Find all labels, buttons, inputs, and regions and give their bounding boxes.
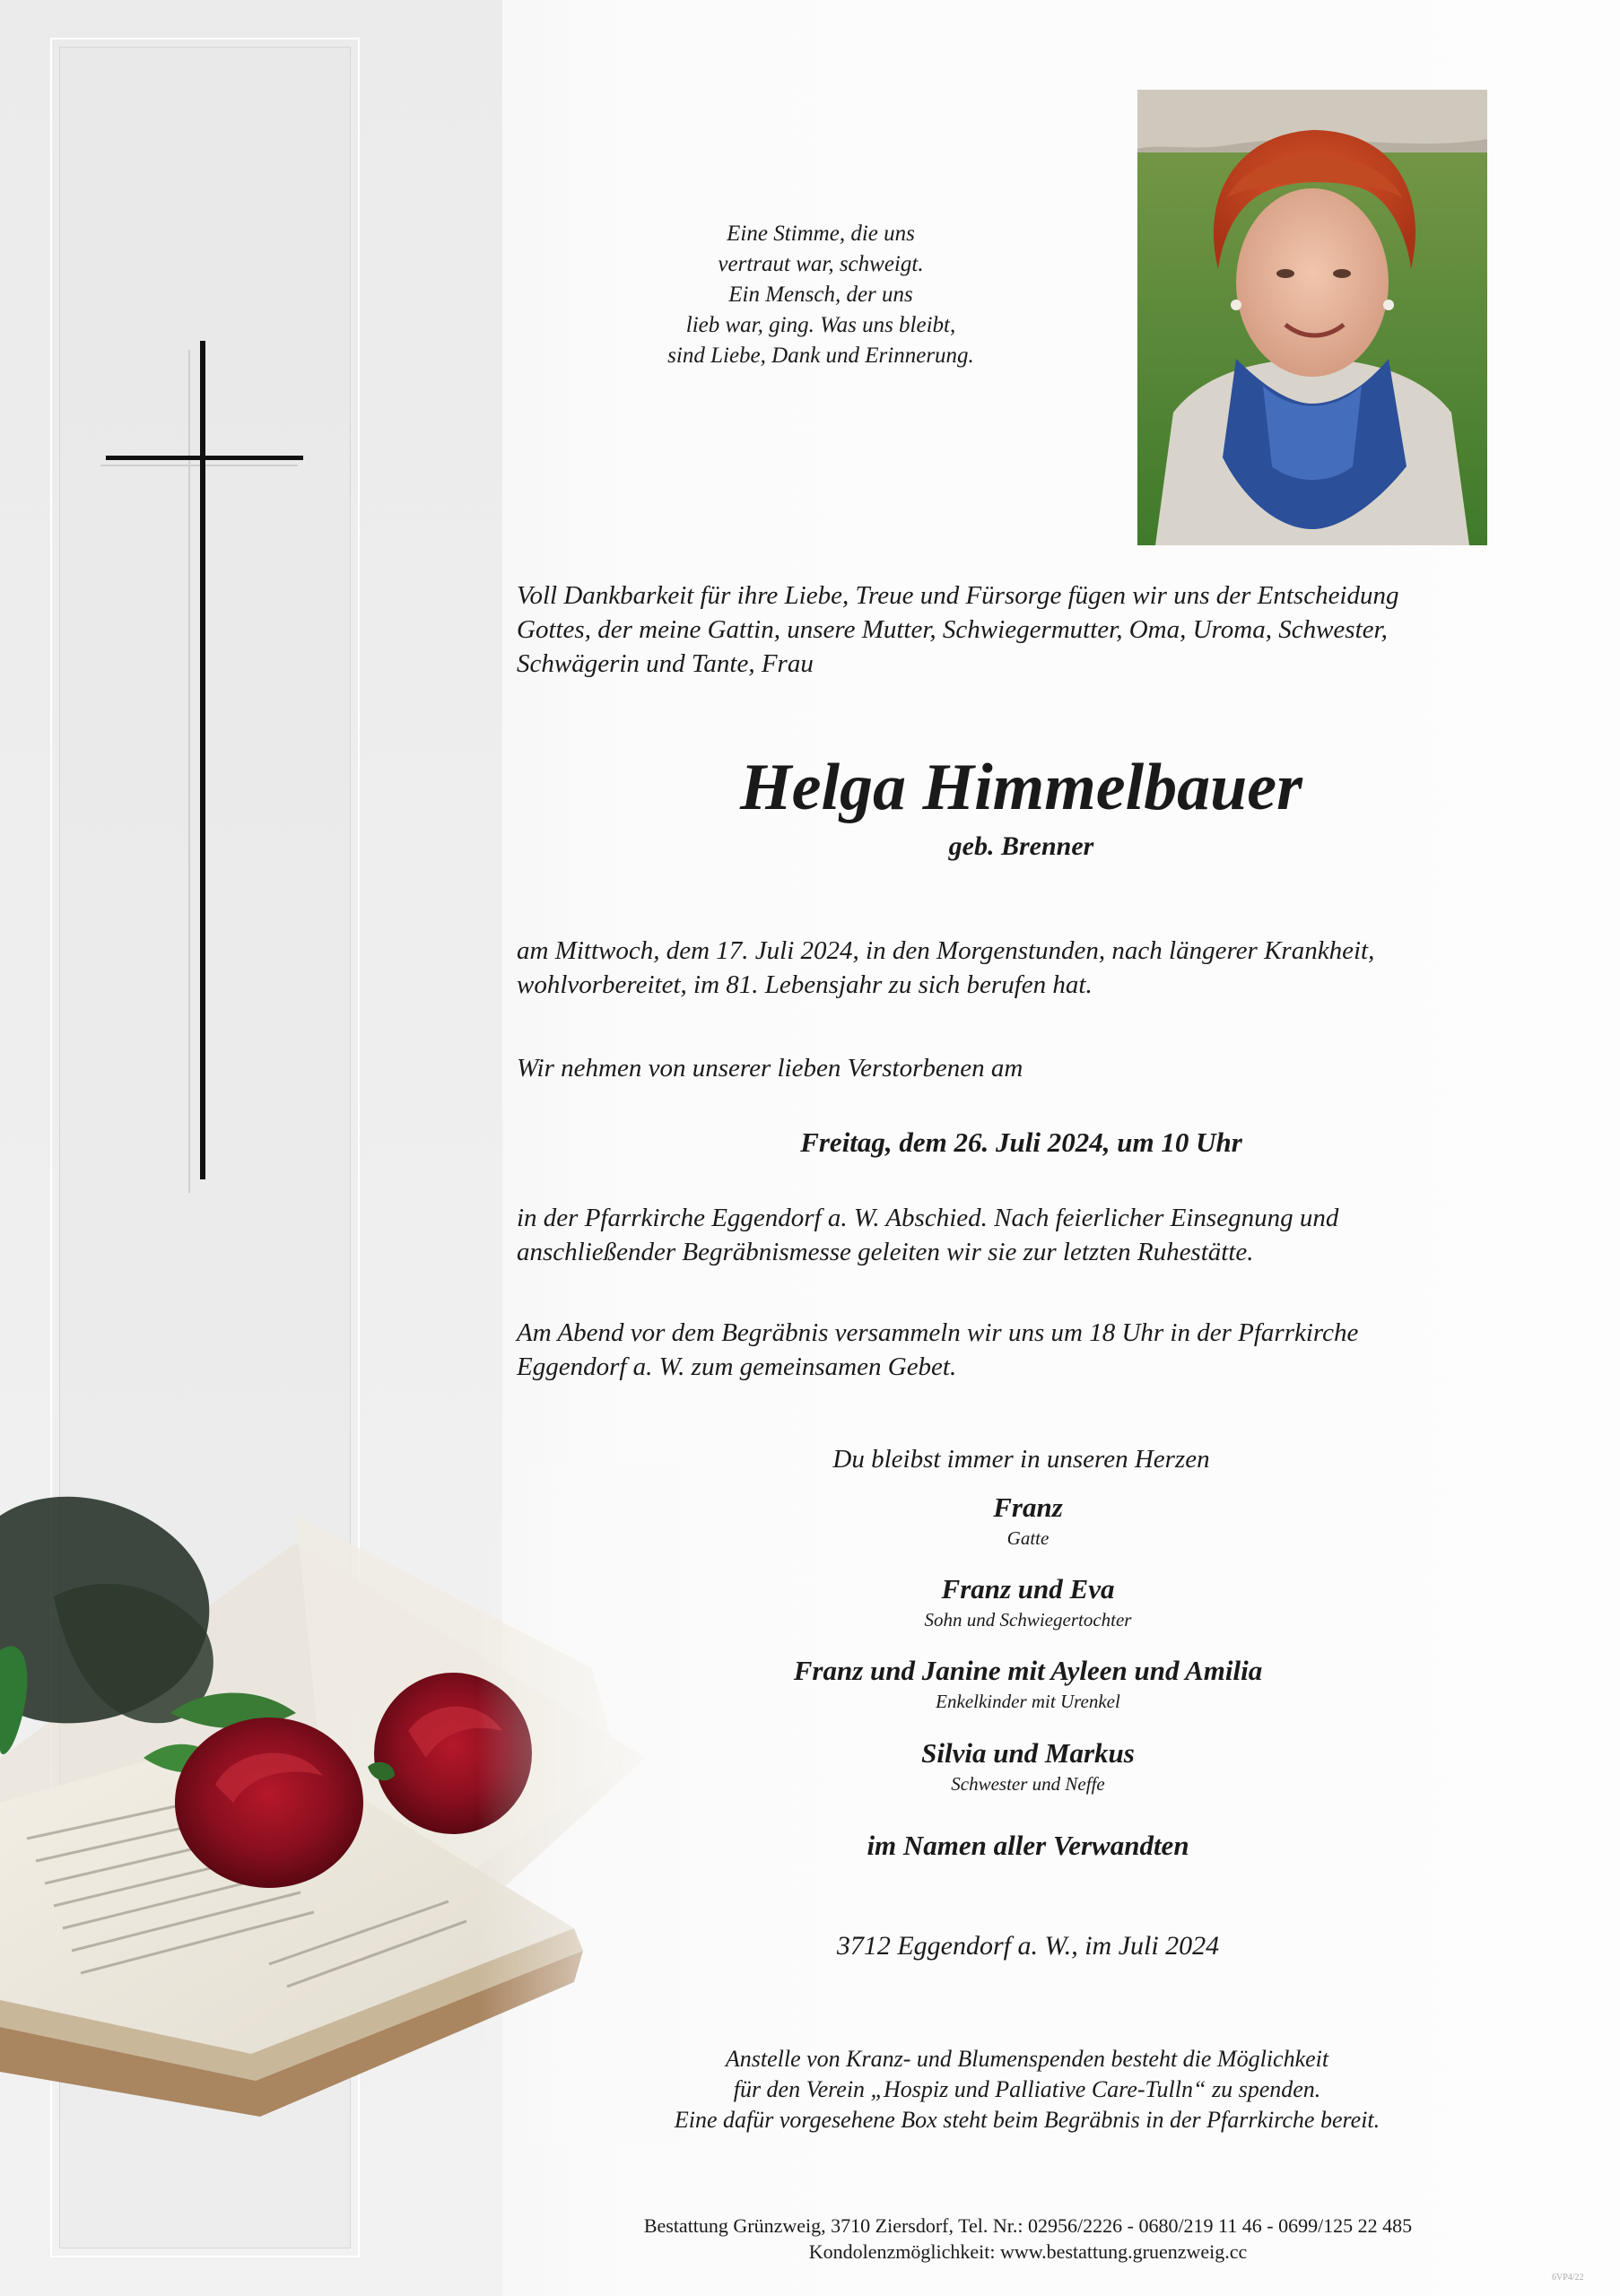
intro-line: Gottes, der meine Gattin, unsere Mutter, Schwiegermutter, Oma, Uroma, Schwester, xyxy=(517,615,1388,644)
evening-line: Eggendorf a. W. zum gemeinsamen Gebet. xyxy=(517,1352,957,1381)
deceased-name: Helga Himmelbauer xyxy=(740,751,1302,824)
cross-icon-bar xyxy=(106,456,303,460)
intro-line: Schwägerin und Tante, Frau xyxy=(517,649,814,678)
cross-shadow xyxy=(188,350,190,1193)
death-paragraph xyxy=(517,934,1526,1002)
mourner-relation: Gatte xyxy=(1006,1527,1050,1549)
evening-paragraph xyxy=(517,1316,1526,1384)
church-line: in der Pfarrkirche Eggendorf a. W. Abschied. Nach feierlicher Einsegnung und xyxy=(517,1204,1339,1232)
death-line: wohlvorbereitet, im 81. Lebensjahr zu sich berufen hat. xyxy=(517,970,1093,999)
donation-line: Anstelle von Kranz- und Blumenspenden besteht die Möglichkeit xyxy=(725,2046,1329,2072)
all-relatives-line: im Namen aller Verwandten xyxy=(867,1830,1189,1861)
mourner-relation: Schwester und Neffe xyxy=(951,1773,1105,1795)
cross-icon xyxy=(200,341,205,1179)
mourner-name: Franz und Janine mit Ayleen und Amilia xyxy=(793,1655,1263,1686)
mourner-name: Franz und Eva xyxy=(941,1573,1115,1605)
heart-line: Du bleibst immer in unseren Herzen xyxy=(832,1445,1210,1474)
undertaker-contact: Bestattung Grünzweig, 3710 Ziersdorf, Tel. Nr.: 02956/2226 - 0680/219 11 46 - 0699/125 22 485 xyxy=(643,2214,1413,2237)
cross-shadow xyxy=(100,465,298,466)
document-code: 6VP4/22 xyxy=(1552,2273,1584,2283)
mourner-relation: Enkelkinder mit Urenkel xyxy=(936,1691,1120,1712)
church-paragraph xyxy=(517,1201,1526,1269)
poem-line: Eine Stimme, die uns xyxy=(727,222,915,246)
donation-line: Eine dafür vorgesehene Box steht beim Begräbnis in der Pfarrkirche bereit. xyxy=(674,2107,1380,2133)
poem-line: Ein Mensch, der uns xyxy=(728,283,913,307)
poem-line: sind Liebe, Dank und Erinnerung. xyxy=(667,344,974,368)
condolence-link[interactable]: Kondolenzmöglichkeit: www.bestattung.gruenzweig.cc xyxy=(808,2240,1248,2263)
donation-note xyxy=(538,2044,1516,2135)
evening-line: Am Abend vor dem Begräbnis versammeln wir uns um 18 Uhr in der Pfarrkirche xyxy=(517,1318,1359,1347)
intro-line: Voll Dankbarkeit für ihre Liebe, Treue und Fürsorge fügen wir uns der Entscheidung xyxy=(517,581,1399,610)
funeral-date: Freitag, dem 26. Juli 2024, um 10 Uhr xyxy=(800,1126,1242,1158)
birth-name: geb. Brenner xyxy=(948,831,1094,861)
death-line: am Mittwoch, dem 17. Juli 2024, in den Morgenstunden, nach längerer Krankheit, xyxy=(517,936,1375,965)
place-and-date: 3712 Eggendorf a. W., im Juli 2024 xyxy=(836,1931,1220,1961)
donation-line: für den Verein „Hospiz und Palliative Care-Tulln“ zu spenden. xyxy=(733,2076,1321,2102)
farewell-intro: Wir nehmen von unserer lieben Verstorbenen am xyxy=(517,1054,1023,1083)
church-line: anschließender Begräbnismesse geleiten wir sie zur letzten Ruhestätte. xyxy=(517,1238,1254,1266)
footer xyxy=(517,2213,1539,2265)
poem-line: vertraut war, schweigt. xyxy=(718,252,924,276)
mourner-relation: Sohn und Schwiegertochter xyxy=(924,1609,1132,1631)
book-and-roses-image xyxy=(0,1462,682,2144)
mourner-name: Franz xyxy=(993,1492,1063,1523)
intro-paragraph xyxy=(517,578,1526,681)
poem-line: lieb war, ging. Was uns bleibt, xyxy=(685,313,956,337)
poem xyxy=(592,219,1050,371)
portrait-photo xyxy=(1137,90,1487,545)
mourner-name: Silvia und Markus xyxy=(921,1737,1135,1769)
